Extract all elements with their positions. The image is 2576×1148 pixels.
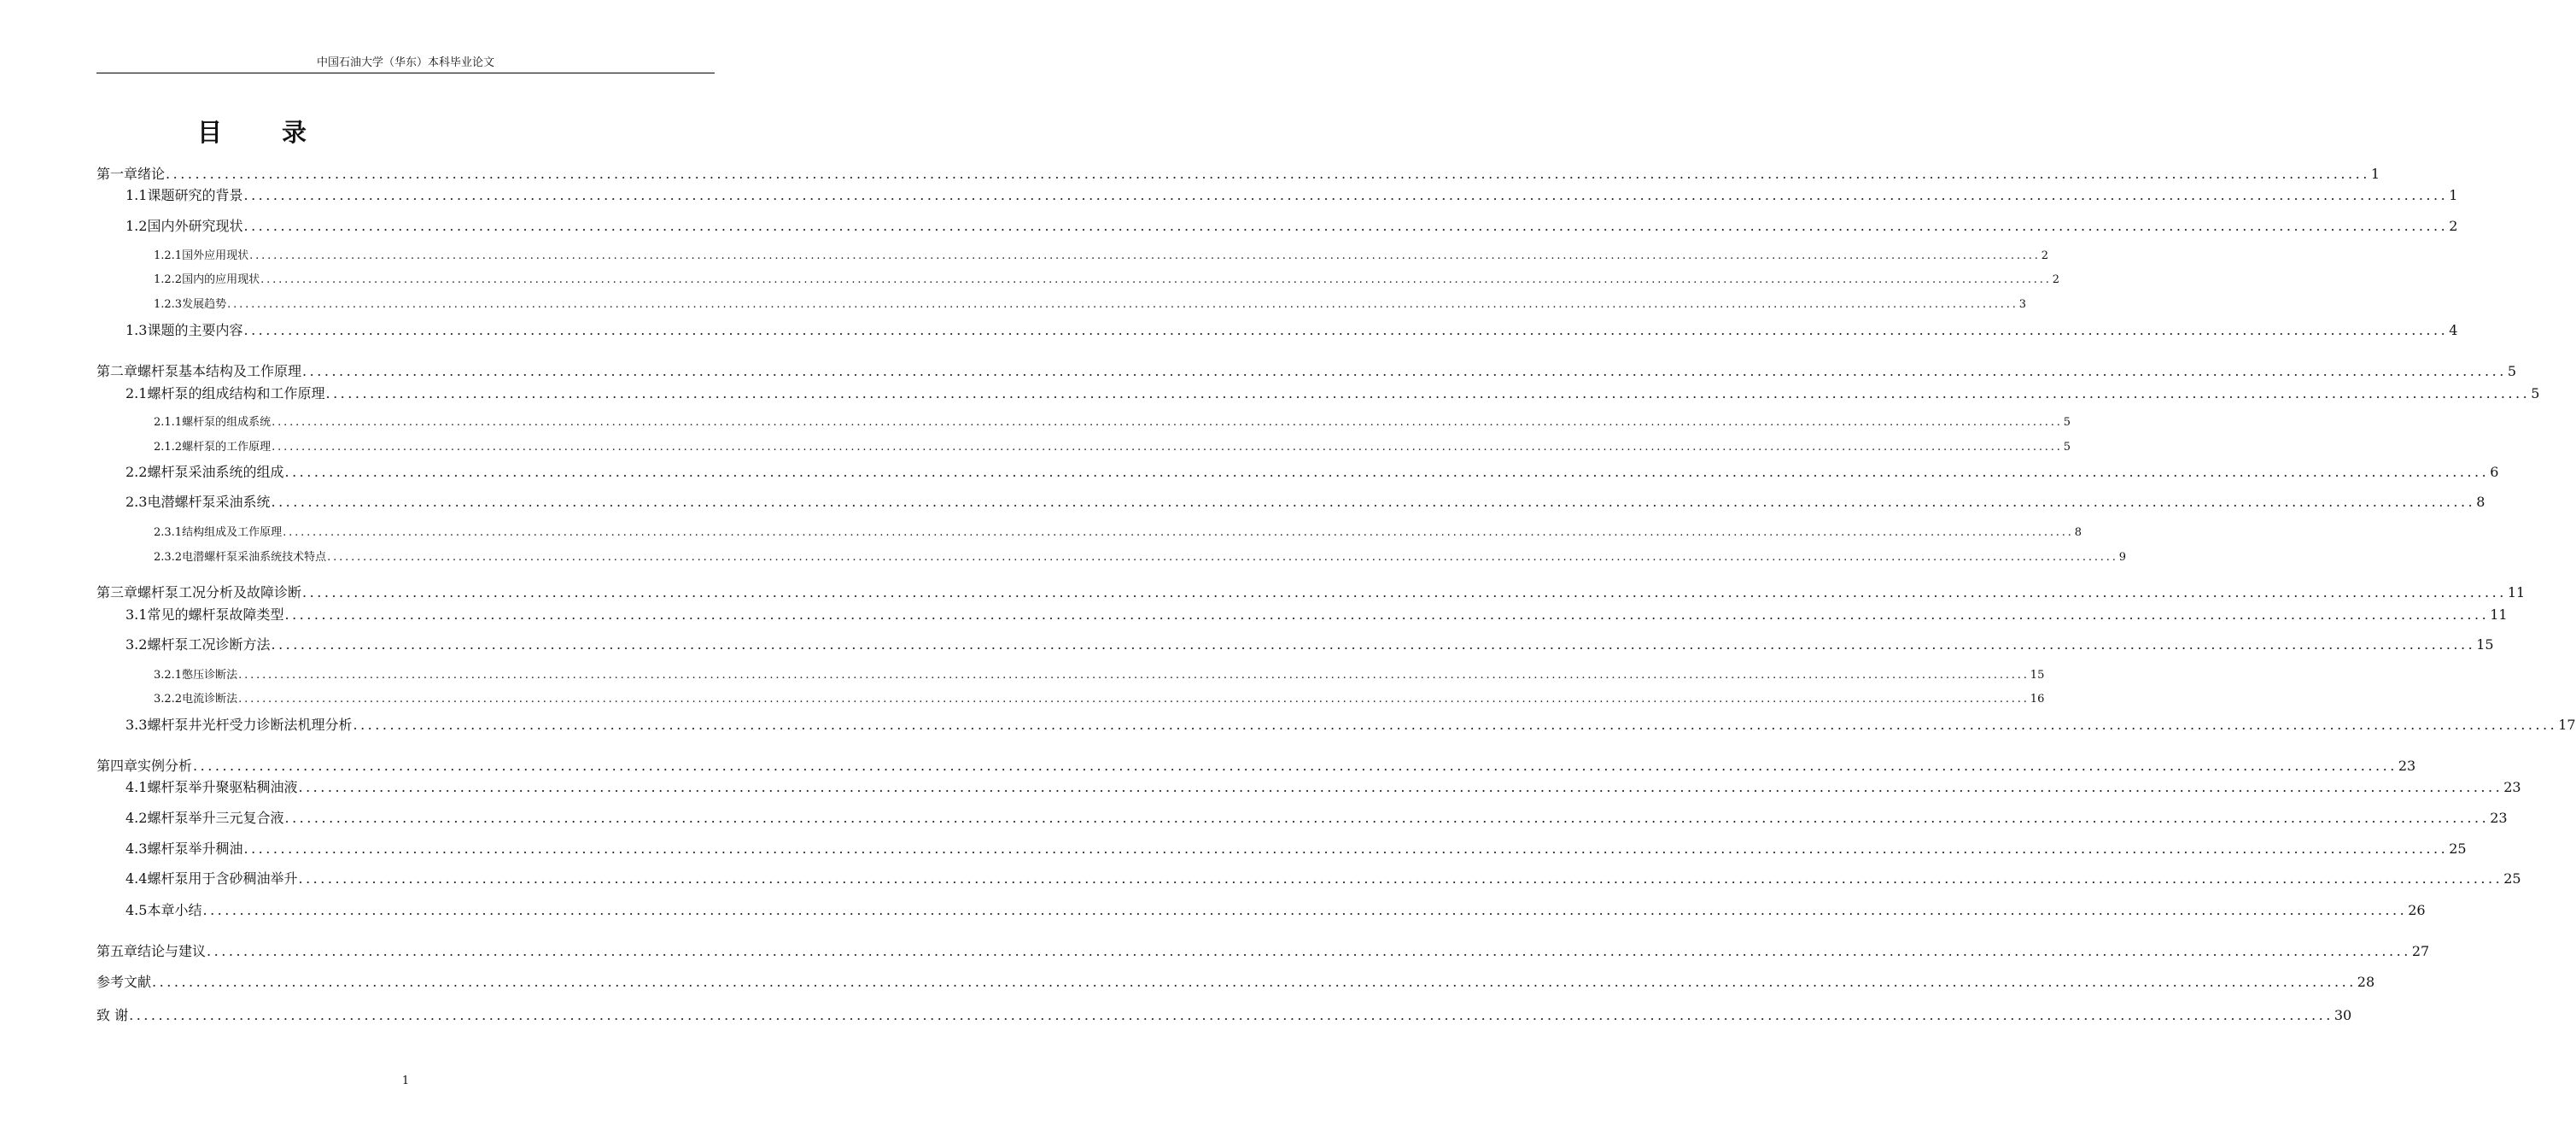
toc-entry-page: 17	[2558, 717, 2576, 733]
toc-entry-number: 1.2.2	[154, 273, 183, 286]
dot-leader: ............................................................................................................................................................................................................................................................................................................	[202, 902, 2408, 918]
toc-entry-page: 11	[2507, 584, 2526, 600]
dot-leader: ............................................................................................................................................................................................................................................................................................................	[298, 779, 2503, 795]
toc-entry[interactable]	[126, 714, 2576, 734]
dot-leader: ............................................................................................................................................................................................................................................................................................................	[272, 416, 2063, 429]
toc-entry-title: 国内外研究现状	[147, 218, 243, 234]
toc-entry-page: 5	[2531, 385, 2540, 401]
toc-entry-page: 26	[2408, 902, 2426, 918]
toc-entry-page: 8	[2074, 526, 2082, 539]
toc-entry-page: 15	[2030, 669, 2045, 682]
toc-entry-number: 2.3.2	[154, 551, 183, 564]
toc-entry-number: 2.3.1	[154, 526, 183, 539]
toc-entry-title: 课题研究的背景	[147, 187, 243, 203]
dot-leader: ............................................................................................................................................................................................................................................................................................................	[243, 840, 2449, 857]
running-header: 中国石油大学（华东）本科毕业论文	[316, 56, 494, 69]
toc-entry[interactable]	[96, 755, 2416, 775]
dot-leader: ............................................................................................................................................................................................................................................................................................................	[283, 526, 2074, 539]
toc-entry-number: 4.3	[126, 840, 148, 857]
dot-leader: ............................................................................................................................................................................................................................................................................................................	[207, 943, 2411, 959]
dot-leader: ............................................................................................................................................................................................................................................................................................................	[166, 166, 2370, 182]
toc-entry-title: 电潜螺杆泵采油系统	[147, 494, 271, 510]
toc-entry-page: 23	[2490, 810, 2508, 826]
toc-entry-title: 发展趋势	[182, 298, 227, 311]
toc-entry[interactable]	[154, 295, 2027, 311]
toc-entry-title: 电流诊断法	[182, 693, 238, 706]
toc-entry-number: 4.4	[126, 870, 148, 887]
toc-entry[interactable]	[154, 665, 2045, 682]
toc-entry-page: 30	[2334, 1007, 2352, 1023]
dot-leader: ............................................................................................................................................................................................................................................................................................................	[302, 363, 2507, 379]
toc-entry-page: 6	[2490, 464, 2499, 480]
toc-entry-page: 5	[2063, 416, 2071, 429]
toc-entry-page: 23	[2503, 779, 2521, 795]
toc-entry-title: 螺杆泵举升稠油	[147, 840, 243, 857]
toc-entry-number: 1.2.1	[154, 249, 183, 262]
toc-entry-title: 螺杆泵的工作原理	[182, 441, 272, 454]
toc-entry-title: 参考文献	[96, 974, 152, 990]
toc-entry-page: 2	[2449, 218, 2458, 234]
toc-entry[interactable]	[126, 461, 2499, 481]
toc-entry-number: 第五章	[96, 943, 138, 959]
dot-leader: ............................................................................................................................................................................................................................................................................................................	[271, 494, 2476, 510]
toc-title: 目 录	[196, 118, 333, 147]
toc-entry-page: 28	[2357, 974, 2375, 990]
toc-entry-page: 5	[2507, 363, 2516, 379]
toc-entry-title: 绪论	[137, 166, 166, 182]
toc-entry-page: 25	[2503, 870, 2521, 887]
toc-entry-number: 3.2	[126, 636, 148, 653]
toc-entry-page: 1	[2370, 166, 2380, 182]
toc-entry[interactable]	[126, 383, 2540, 402]
toc-entry-title: 憋压诊断法	[182, 669, 238, 682]
dot-leader: ............................................................................................................................................................................................................................................................................................................	[298, 870, 2503, 887]
toc-entry-number: 第四章	[96, 758, 138, 774]
toc-entry-page: 2	[2041, 249, 2049, 262]
toc-entry-page: 3	[2018, 298, 2027, 311]
toc-entry-number: 4.1	[126, 779, 148, 795]
toc-entry-number: 1.1	[126, 187, 148, 203]
toc-entry-title: 螺杆泵采油系统的组成	[147, 464, 284, 480]
toc-entry[interactable]	[126, 776, 2521, 796]
toc-entry[interactable]	[96, 940, 2430, 960]
dot-leader: ............................................................................................................................................................................................................................................................................................................	[238, 669, 2030, 682]
toc-entry-title: 螺杆泵的组成系统	[182, 416, 272, 429]
toc-entry-page: 1	[2449, 187, 2458, 203]
toc-entry-title: 课题的主要内容	[147, 322, 243, 338]
dot-leader: ............................................................................................................................................................................................................................................................................................................	[249, 249, 2041, 262]
toc-entry-title: 螺杆泵工况诊断方法	[147, 636, 271, 653]
toc-entry-title: 螺杆泵基本结构及工作原理	[137, 363, 302, 379]
toc-entry-title: 实例分析	[137, 758, 193, 774]
toc-entry[interactable]	[154, 246, 2049, 262]
toc-entry-number: 4.2	[126, 810, 148, 826]
toc-entry[interactable]	[126, 634, 2494, 653]
toc-entry-page: 23	[2398, 758, 2416, 774]
toc-entry[interactable]	[126, 899, 2426, 919]
toc-entry-title: 螺杆泵举升聚驱粘稠油液	[147, 779, 298, 795]
toc-entry-number: 2.1.1	[154, 416, 183, 429]
dot-leader: ............................................................................................................................................................................................................................................................................................................	[284, 464, 2490, 480]
toc-entry-page: 8	[2476, 494, 2485, 510]
toc-entry-title: 结构组成及工作原理	[182, 526, 283, 539]
toc-entry[interactable]	[126, 184, 2458, 204]
dot-leader: ............................................................................................................................................................................................................................................................................................................	[302, 584, 2507, 600]
dot-leader: ............................................................................................................................................................................................................................................................................................................	[152, 974, 2357, 990]
toc-entry[interactable]	[154, 523, 2082, 539]
toc-entry[interactable]	[126, 838, 2467, 858]
toc-entry[interactable]	[126, 215, 2458, 235]
toc-entry[interactable]	[126, 604, 2508, 624]
dot-leader: ............................................................................................................................................................................................................................................................................................................	[129, 1007, 2334, 1023]
toc-entry-page: 5	[2063, 441, 2071, 454]
toc-entry-title: 本章小结	[147, 902, 202, 918]
toc-entry-page: 16	[2030, 693, 2045, 706]
dot-leader: ............................................................................................................................................................................................................................................................................................................	[353, 717, 2558, 733]
toc-entry-number: 第一章	[96, 166, 138, 182]
dot-leader: ............................................................................................................................................................................................................................................................................................................	[325, 385, 2531, 401]
dot-leader: ............................................................................................................................................................................................................................................................................................................	[243, 218, 2449, 234]
toc-entry-title: 螺杆泵用于含砂稠油举升	[147, 870, 298, 887]
toc-entry-number: 3.1	[126, 606, 148, 623]
toc-entry[interactable]	[126, 319, 2458, 339]
toc-entry-number: 1.2	[126, 218, 148, 234]
dot-leader: ............................................................................................................................................................................................................................................................................................................	[327, 551, 2118, 564]
toc-entry-number: 第三章	[96, 584, 138, 600]
toc-entry-number: 2.1.2	[154, 441, 183, 454]
toc-entry-title: 螺杆泵工况分析及故障诊断	[137, 584, 302, 600]
toc-entry-number: 3.2.2	[154, 693, 183, 706]
toc-entry-title: 致 谢	[96, 1007, 129, 1023]
dot-leader: ............................................................................................................................................................................................................................................................................................................	[243, 187, 2449, 203]
dot-leader: ............................................................................................................................................................................................................................................................................................................	[271, 636, 2476, 653]
toc-entry[interactable]	[154, 689, 2045, 706]
dot-leader: ............................................................................................................................................................................................................................................................................................................	[284, 810, 2490, 826]
toc-entry[interactable]	[96, 1004, 2352, 1024]
toc-entry[interactable]	[96, 163, 2380, 183]
toc-entry[interactable]	[154, 437, 2071, 454]
toc-entry-number: 3.2.1	[154, 669, 183, 682]
toc-entry-title: 螺杆泵举升三元复合液	[147, 810, 284, 826]
toc-entry-title: 螺杆泵的组成结构和工作原理	[147, 385, 325, 401]
toc-entry-number: 4.5	[126, 902, 148, 918]
toc-entry-title: 常见的螺杆泵故障类型	[147, 606, 284, 623]
toc-entry-page: 4	[2449, 322, 2458, 338]
page-number: 1	[401, 1075, 410, 1087]
toc-entry-title: 国外应用现状	[182, 249, 249, 262]
dot-leader: ............................................................................................................................................................................................................................................................................................................	[284, 606, 2490, 623]
toc-entry-number: 第二章	[96, 363, 138, 379]
toc-entry-page: 25	[2449, 840, 2467, 857]
toc-entry-title: 国内的应用现状	[182, 273, 260, 286]
toc-entry-page: 27	[2411, 943, 2430, 959]
toc-entry-number: 2.2	[126, 464, 148, 480]
toc-entry[interactable]	[126, 807, 2508, 827]
toc-entry[interactable]	[96, 971, 2375, 991]
toc-entry-title: 螺杆泵井光杆受力诊断法机理分析	[147, 717, 353, 733]
toc-entry[interactable]	[154, 548, 2127, 564]
toc-entry-number: 1.3	[126, 322, 148, 338]
toc-entry-page: 2	[2052, 273, 2060, 286]
toc-entry[interactable]	[154, 270, 2060, 286]
toc-entry-number: 2.1	[126, 385, 148, 401]
toc-entry-title: 电潜螺杆泵采油系统技术特点	[182, 551, 327, 564]
dot-leader: ............................................................................................................................................................................................................................................................................................................	[260, 273, 2052, 286]
toc-entry-number: 1.2.3	[154, 298, 183, 311]
toc-entry[interactable]	[96, 360, 2516, 380]
dot-leader: ............................................................................................................................................................................................................................................................................................................	[227, 298, 2018, 311]
toc-entry-page: 9	[2118, 551, 2127, 564]
toc-entry-number: 2.3	[126, 494, 148, 510]
toc-entry[interactable]	[154, 413, 2071, 429]
toc-entry-page: 15	[2476, 636, 2494, 653]
toc-entry-number: 3.3	[126, 717, 148, 733]
dot-leader: ............................................................................................................................................................................................................................................................................................................	[272, 441, 2063, 454]
dot-leader: ............................................................................................................................................................................................................................................................................................................	[238, 693, 2030, 706]
dot-leader: ............................................................................................................................................................................................................................................................................................................	[243, 322, 2449, 338]
toc-entry[interactable]	[126, 868, 2521, 887]
toc-entry[interactable]	[126, 491, 2485, 511]
toc-entry-title: 结论与建议	[137, 943, 207, 959]
toc-entry-page: 11	[2490, 606, 2508, 623]
dot-leader: ............................................................................................................................................................................................................................................................................................................	[193, 758, 2398, 774]
toc-entry[interactable]	[96, 582, 2526, 601]
